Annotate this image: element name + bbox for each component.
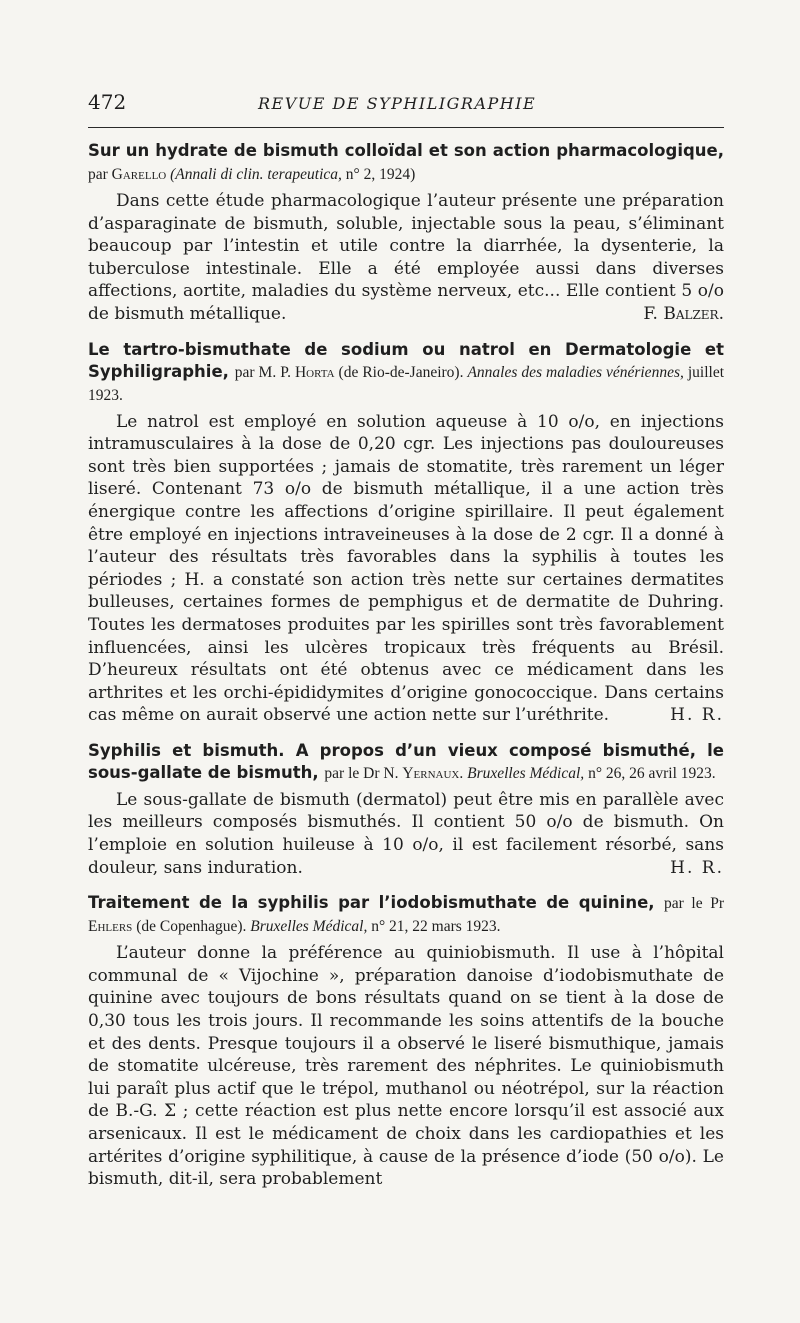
journal-name: (Annali di clin. terapeutica, xyxy=(170,166,342,183)
author-place: (de Copenhague). xyxy=(136,918,247,936)
article-citation xyxy=(324,765,715,782)
article-body-text: L’auteur donne la préférence au quiniobismuth. Il use à l’hôpital communal de « Vijochine », préparation danoise d’iodobismuthate de quinine avec toujours de bons résultats quand on se tient à la dose de 0,30 tous les trois jours. Il recommande les soins attentifs de la bouche et des dents. Presque toujours il a observé le liseré bismuthique, jamais de stomatite ulcéreuse, très rarement des néphrites. Le quiniobismuth lui paraît plus actif que le trépol, muthanol ou néotrépol, sur la réaction de B.-G. Σ ; cette réaction est plus nette encore lorsqu’il est associé aux arsenicaux. Il est le médicament de choix dans les cardiopathies et les artérites d’origine syphilitique, à cause de la présence d’iode (50 o/o). Le bismuth, dit-il, sera probablement xyxy=(88,943,724,1190)
article-body-text: Dans cette étude pharmacologique l’auteur présente une préparation d’asparaginate de bismuth, soluble, injectable sous la peau, s’éliminant beaucoup par l’intestin et utile contre la diarrhée, la dysenterie, la tuberculose intestinale. Elle a été employée aussi dans diverses affections, aortite, maladies du système nerveux, etc... Elle contient 5 o/o de bismuth métallique. xyxy=(88,191,724,324)
cite-prefix: par M. P. xyxy=(234,363,291,381)
journal-name: Bruxelles Médical, xyxy=(467,764,585,782)
page-header xyxy=(88,90,724,112)
journal-issue: n° 21, 22 mars 1923. xyxy=(371,918,501,936)
article-3 xyxy=(88,740,724,879)
author-name: Ehlers xyxy=(88,918,133,936)
running-title: REVUE DE SYPHILIGRAPHIE xyxy=(258,94,537,113)
page xyxy=(88,90,724,1204)
cite-prefix: par le Dr N. xyxy=(324,764,399,782)
author-name: Yernaux. xyxy=(402,764,464,782)
article-title-text: Traitement de la syphilis par l’iodobismuthate de quinine, xyxy=(88,893,655,913)
author-name: Garello xyxy=(111,166,167,183)
article-title xyxy=(88,892,724,938)
author-place: (de Rio-de-Janeiro). xyxy=(338,363,464,381)
article-body xyxy=(88,789,724,879)
journal-issue: juillet 1923. xyxy=(88,363,725,404)
article-title xyxy=(88,140,724,186)
article-1 xyxy=(88,140,724,326)
article-signature: H. R. xyxy=(670,857,724,878)
article-title-text: Syphilis et bismuth. A propos d’un vieux composé bismuthé, le sous-gallate de bismuth, xyxy=(88,740,724,782)
journal-issue: n° 2, 1924) xyxy=(345,166,416,183)
article-4 xyxy=(88,892,724,1191)
author-name: Horta xyxy=(294,363,335,381)
article-body xyxy=(88,190,724,326)
page-number: 472 xyxy=(88,90,127,114)
article-body xyxy=(88,411,724,727)
article-title-text: Le tartro-bismuthate de sodium ou natrol en Dermatologie et Syphiligraphie, xyxy=(88,339,724,381)
journal-issue: n° 26, 26 avril 1923. xyxy=(588,764,716,782)
article-title xyxy=(88,740,724,785)
article-2 xyxy=(88,339,724,727)
cite-prefix: par le Pr xyxy=(664,895,724,913)
journal-name: Bruxelles Médical, xyxy=(250,918,368,936)
article-title-text: Sur un hydrate de bismuth colloïdal et son action pharmacologique, xyxy=(88,141,724,160)
cite-prefix: par xyxy=(88,166,108,183)
article-signature: H. R. xyxy=(670,705,724,726)
header-rule xyxy=(88,127,724,128)
article-body xyxy=(88,942,724,1191)
journal-name: Annales des maladies vénériennes, xyxy=(467,363,684,381)
article-title xyxy=(88,339,724,407)
article-body-text: Le natrol est employé en solution aqueuse à 10 o/o, en injections intramusculaires à la dose de 0,20 cgr. Les injections pas douloureuses sont très bien supportées ; jamais de stomatite, très rarement un léger liseré. Contenant 73 o/o de bismuth métallique, il a une action très énergique contre les affections d’origine spirillaire. Il peut également être employé en injections intraveineuses à la dose de 2 cgr. Il a donné à l’auteur des résultats très favorables dans la syphilis à toutes les périodes ; H. a constaté son action très nette sur certaines dermatites bulleuses, certaines formes de pemphigus et de dermatite de Duhring. Toutes les dermatoses produites par les spirilles sont très favorablement influencées, ainsi les ulcères tropicaux très fréquents au Brésil. D’heureux résultats ont été obtenus avec ce médicament dans les arthrites et les orchi-épididymites d’origine gonococcique. Dans certains cas même on aurait observé une action nette sur l’uréthrite. xyxy=(88,411,724,726)
article-signature: F. Balzer. xyxy=(643,303,724,324)
article-citation xyxy=(88,166,415,183)
article-body-text: Le sous-gallate de bismuth (dermatol) peut être mis en parallèle avec les meilleurs composés bismuthés. Il contient 50 o/o de bismuth. On l’emploie en solution huileuse à 10 o/o, il est facilement résorbé, sans douleur, sans induration. xyxy=(88,789,724,878)
